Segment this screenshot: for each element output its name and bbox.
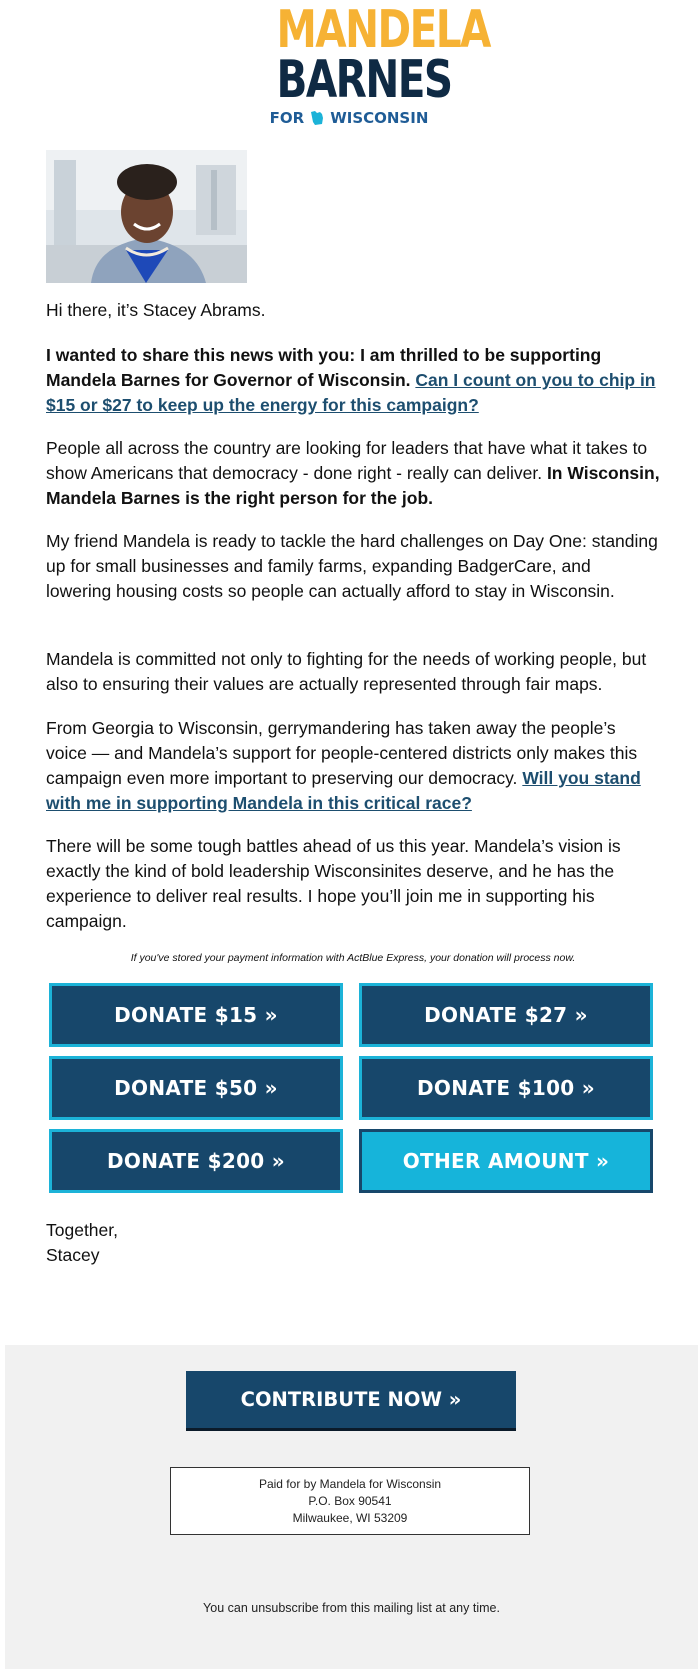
actblue-disclaimer: If you've stored your payment information with ActBlue Express, your donation will process now. xyxy=(130,952,576,964)
donate-15-button[interactable]: DONATE $15 » xyxy=(49,983,343,1047)
chip-in-link[interactable]: Can I count on you to chip in $15 or $27 to keep up the energy for this campaign? xyxy=(46,370,656,415)
donate-50-button[interactable]: DONATE $50 » xyxy=(49,1056,343,1120)
paragraph-1 xyxy=(46,343,660,418)
stand-with-me-link[interactable]: Will you stand with me in supporting Mandela in this critical race? xyxy=(46,768,641,813)
stacey-abrams-photo xyxy=(46,150,247,283)
other-amount-button[interactable]: OTHER AMOUNT » xyxy=(359,1129,653,1193)
signoff-name: Stacey xyxy=(46,1245,100,1265)
signoff-closing: Together, xyxy=(46,1220,118,1240)
signoff xyxy=(46,1218,118,1268)
po-box-line: P.O. Box 90541 xyxy=(308,1494,392,1508)
logo-for: FOR xyxy=(269,109,305,127)
paragraph-2 xyxy=(46,436,660,511)
paragraph-1-bold: I wanted to share this news with you: I am thrilled to be supporting Mandela Barnes for Governor of Wisconsin. xyxy=(46,345,602,390)
unsubscribe-text: You can unsubscribe from this mailing list at any time. xyxy=(203,1601,500,1615)
paragraph-2-text: People all across the country are looking for leaders that have what it takes to show Americans that democracy - done right - really can deliver. xyxy=(46,438,648,483)
paragraph-6: There will be some tough battles ahead of us this year. Mandela’s vision is exactly the kind of bold leadership Wisconsinites deserve, and he has the experience to deliver real results. I hope you’ll join me in supporting his campaign. xyxy=(46,836,621,931)
paragraph-3: My friend Mandela is ready to tackle the hard challenges on Day One: standing up for small businesses and family farms, expanding BadgerCare, and lowering housing costs so people can actually afford to stay in Wisconsin. xyxy=(46,531,658,601)
donate-200-button[interactable]: DONATE $200 » xyxy=(49,1129,343,1193)
paragraph-2-bold: In Wisconsin, Mandela Barnes is the right person for the job. xyxy=(46,463,660,508)
logo-wisconsin: WISCONSIN xyxy=(330,109,429,127)
wisconsin-state-icon xyxy=(310,110,324,126)
logo-last-name: BARNES xyxy=(276,50,452,110)
campaign-logo xyxy=(256,0,490,130)
paid-for-box xyxy=(170,1467,530,1535)
donate-27-button[interactable]: DONATE $27 » xyxy=(359,983,653,1047)
donate-100-button[interactable]: DONATE $100 » xyxy=(359,1056,653,1120)
paid-for-line: Paid for by Mandela for Wisconsin xyxy=(258,1477,442,1491)
contribute-now-button[interactable]: CONTRIBUTE NOW » xyxy=(186,1371,516,1431)
logo-tagline xyxy=(256,110,442,126)
paragraph-5-text: From Georgia to Wisconsin, gerrymandering has taken away the people’s voice — and Mandela’s support for people-centered districts only makes this campaign even more important to preserving our democracy. xyxy=(46,718,638,788)
paragraph-4: Mandela is committed not only to fighting for the needs of working people, but also to ensuring their values are actually represented through fair maps. xyxy=(46,649,647,694)
paragraph-5 xyxy=(46,716,660,816)
logo-first-name: MANDELA xyxy=(276,0,490,60)
city-line: Milwaukee, WI 53209 xyxy=(292,1511,408,1525)
footer xyxy=(5,1345,698,1669)
greeting: Hi there, it’s Stacey Abrams. xyxy=(46,300,266,320)
